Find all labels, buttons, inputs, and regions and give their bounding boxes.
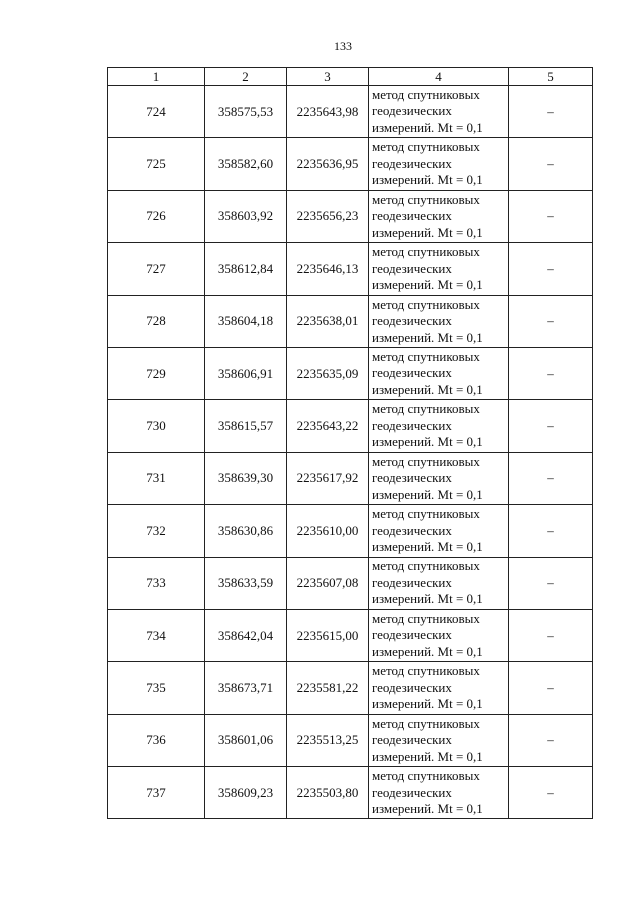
y-coordinate-cell: 2235513,25: [287, 714, 369, 766]
note-cell: –: [509, 767, 593, 819]
point-number-cell: 725: [108, 138, 205, 190]
note-cell: –: [509, 86, 593, 138]
method-line: метод спутниковых: [372, 453, 480, 469]
table-row: [108, 557, 593, 609]
method-line: метод спутниковых: [372, 610, 480, 626]
method-line: геодезических: [372, 522, 452, 538]
method-line: метод спутниковых: [372, 715, 480, 731]
point-number-cell: 728: [108, 295, 205, 347]
y-coordinate-cell: 2235635,09: [287, 347, 369, 399]
method-line: метод спутниковых: [372, 86, 480, 102]
method-cell: [369, 295, 509, 347]
point-number-cell: 737: [108, 767, 205, 819]
x-coordinate-cell: 358615,57: [205, 400, 287, 452]
column-header: 3: [287, 68, 369, 86]
method-line: измерений. Mt = 0,1: [372, 539, 483, 555]
note-cell: –: [509, 295, 593, 347]
method-line: измерений. Mt = 0,1: [372, 801, 483, 817]
x-coordinate-cell: 358603,92: [205, 190, 287, 242]
y-coordinate-cell: 2235656,23: [287, 190, 369, 242]
table-row: [108, 452, 593, 504]
point-number-cell: 732: [108, 505, 205, 557]
method-line: измерений. Mt = 0,1: [372, 172, 483, 188]
method-cell: [369, 452, 509, 504]
table-row: [108, 86, 593, 138]
coordinates-table: [107, 67, 593, 819]
point-number-cell: 726: [108, 190, 205, 242]
table-row: [108, 767, 593, 819]
table-row: [108, 714, 593, 766]
method-line: геодезических: [372, 417, 452, 433]
column-header: 5: [509, 68, 593, 86]
method-line: геодезических: [372, 732, 452, 748]
x-coordinate-cell: 358606,91: [205, 347, 287, 399]
method-line: измерений. Mt = 0,1: [372, 434, 483, 450]
method-line: измерений. Mt = 0,1: [372, 329, 483, 345]
method-line: метод спутниковых: [372, 768, 480, 784]
method-cell: [369, 190, 509, 242]
note-cell: –: [509, 609, 593, 661]
note-cell: –: [509, 190, 593, 242]
column-header: 2: [205, 68, 287, 86]
method-line: метод спутниковых: [372, 401, 480, 417]
table-row: [108, 243, 593, 295]
method-line: геодезических: [372, 103, 452, 119]
method-cell: [369, 505, 509, 557]
point-number-cell: 724: [108, 86, 205, 138]
page-number: 133: [334, 39, 352, 53]
y-coordinate-cell: 2235607,08: [287, 557, 369, 609]
x-coordinate-cell: 358575,53: [205, 86, 287, 138]
method-line: метод спутниковых: [372, 558, 480, 574]
method-line: метод спутниковых: [372, 139, 480, 155]
method-line: измерений. Mt = 0,1: [372, 119, 483, 135]
method-line: геодезических: [372, 313, 452, 328]
point-number-cell: 734: [108, 609, 205, 661]
x-coordinate-cell: 358642,04: [205, 609, 287, 661]
method-line: геодезических: [372, 784, 452, 800]
x-coordinate-cell: 358582,60: [205, 138, 287, 190]
y-coordinate-cell: 2235503,80: [287, 767, 369, 819]
table-row: [108, 138, 593, 190]
method-line: измерений. Mt = 0,1: [372, 277, 483, 293]
point-number-cell: 736: [108, 714, 205, 766]
y-coordinate-cell: 2235646,13: [287, 243, 369, 295]
x-coordinate-cell: 358604,18: [205, 295, 287, 347]
y-coordinate-cell: 2235643,22: [287, 400, 369, 452]
table-row: [108, 190, 593, 242]
method-line: геодезических: [372, 155, 452, 171]
table-row: [108, 295, 593, 347]
method-cell: [369, 86, 509, 138]
note-cell: –: [509, 347, 593, 399]
note-cell: –: [509, 138, 593, 190]
method-cell: [369, 138, 509, 190]
method-line: геодезических: [372, 260, 452, 276]
method-line: геодезических: [372, 470, 452, 486]
note-cell: –: [509, 505, 593, 557]
note-cell: –: [509, 662, 593, 714]
x-coordinate-cell: 358673,71: [205, 662, 287, 714]
method-cell: [369, 714, 509, 766]
method-line: геодезических: [372, 574, 452, 590]
method-cell: [369, 662, 509, 714]
note-cell: –: [509, 243, 593, 295]
y-coordinate-cell: 2235610,00: [287, 505, 369, 557]
x-coordinate-cell: 358601,06: [205, 714, 287, 766]
x-coordinate-cell: 358612,84: [205, 243, 287, 295]
method-line: геодезических: [372, 208, 452, 224]
table-body: [108, 86, 593, 819]
table-row: [108, 609, 593, 661]
method-cell: [369, 400, 509, 452]
method-line: метод спутниковых: [372, 191, 480, 207]
method-line: измерений. Mt = 0,1: [372, 643, 483, 659]
note-cell: –: [509, 714, 593, 766]
x-coordinate-cell: 358630,86: [205, 505, 287, 557]
method-line: измерений. Mt = 0,1: [372, 591, 483, 607]
y-coordinate-cell: 2235617,92: [287, 452, 369, 504]
method-line: измерений. Mt = 0,1: [372, 486, 483, 502]
method-line: геодезических: [372, 679, 452, 695]
note-cell: –: [509, 452, 593, 504]
x-coordinate-cell: 358609,23: [205, 767, 287, 819]
method-line: метод спутниковых: [372, 506, 480, 522]
point-number-cell: 727: [108, 243, 205, 295]
method-line: измерений. Mt = 0,1: [372, 748, 483, 764]
table-header-row: [108, 68, 593, 86]
point-number-cell: 731: [108, 452, 205, 504]
y-coordinate-cell: 2235638,01: [287, 295, 369, 347]
method-cell: [369, 609, 509, 661]
x-coordinate-cell: 358633,59: [205, 557, 287, 609]
method-line: измерений. Mt = 0,1: [372, 224, 483, 240]
y-coordinate-cell: 2235643,98: [287, 86, 369, 138]
method-cell: [369, 557, 509, 609]
method-line: метод спутниковых: [372, 663, 480, 679]
method-line: геодезических: [372, 627, 452, 643]
y-coordinate-cell: 2235615,00: [287, 609, 369, 661]
y-coordinate-cell: 2235636,95: [287, 138, 369, 190]
point-number-cell: 733: [108, 557, 205, 609]
point-number-cell: 730: [108, 400, 205, 452]
x-coordinate-cell: 358639,30: [205, 452, 287, 504]
y-coordinate-cell: 2235581,22: [287, 662, 369, 714]
method-line: геодезических: [372, 365, 452, 381]
method-cell: [369, 767, 509, 819]
note-cell: –: [509, 400, 593, 452]
table-row: [108, 347, 593, 399]
method-cell: [369, 347, 509, 399]
method-line: метод спутниковых: [372, 348, 480, 364]
method-line: метод спутниковых: [372, 296, 480, 312]
column-header: 1: [108, 68, 205, 86]
note-cell: –: [509, 557, 593, 609]
method-line: измерений. Mt = 0,1: [372, 381, 483, 397]
method-line: измерений. Mt = 0,1: [372, 696, 483, 712]
point-number-cell: 729: [108, 347, 205, 399]
method-line: метод спутниковых: [372, 244, 480, 260]
table-row: [108, 662, 593, 714]
table-row: [108, 505, 593, 557]
point-number-cell: 735: [108, 662, 205, 714]
method-cell: [369, 243, 509, 295]
table-row: [108, 400, 593, 452]
column-header: 4: [369, 68, 509, 86]
